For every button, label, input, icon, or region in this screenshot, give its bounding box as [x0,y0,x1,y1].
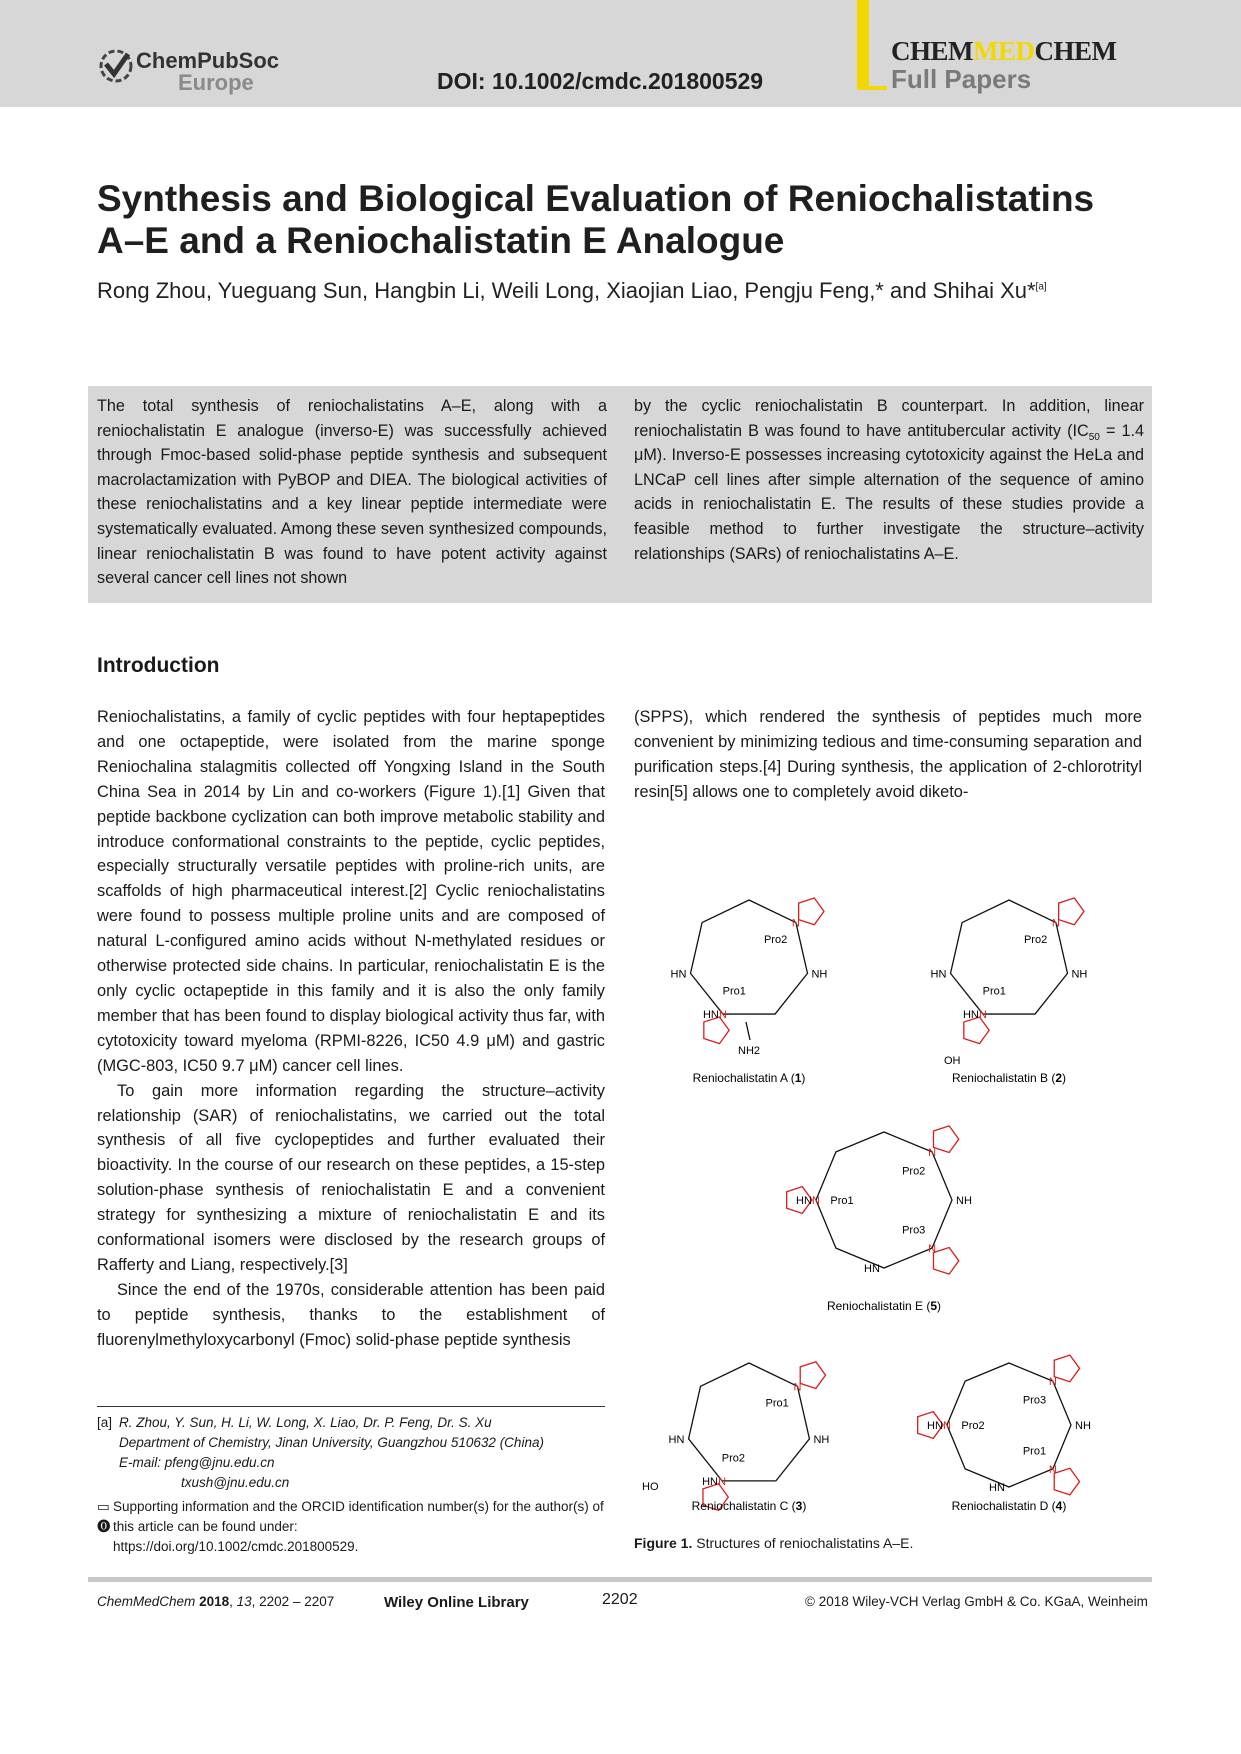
proline-label: Pro1 [982,985,1006,998]
proline-label: Pro3 [902,1224,926,1237]
proline-label: Pro1 [1022,1445,1047,1458]
paragraph: Reniochalistatins, a family of cyclic peptides with four heptapeptides and one octapeptide, were isolated from the marine sponge Reniochalina stalagmitis collected off Yongxing Island in the South China Sea in 2014 by Lin and co-workers (Figure 1).[1] Given that peptide backbone cyclization can both improve metabolic stability and introduce conformational constraints to the peptide, cyclic peptides, especially structurally versatile peptides with proline-rich units, are scaffolds of high pharmaceutical interest.[2] Cyclic reniochalistatins were found to possess multiple proline units and are composed of natural L-configured amino acids without N-methylated residues or otherwise protected side chains. In particular, reniochalistatin E is the only cyclic octapeptide in this family and it is also the only family member that has been found to display biological activity thus far, with cytotoxicity toward myeloma (RPMI-8226, IC50 4.9 μM) and gastric (MGC-803, IC50 9.7 μM) cancer cell lines. [97,708,605,1075]
atom-label: N [812,1195,820,1207]
compound-label: Reniochalistatin B (2) [951,1071,1067,1085]
doi-link[interactable]: https://doi.org/10.1002/cmdc.201800529. [113,1539,359,1554]
abstract-left: The total synthesis of reniochalistatins A–E, along with a reniochalistatin E analogue (inverso-E) was successfully achieved through Fmoc-based solid-phase peptide synthesis and subsequent macrolactamization with PyBOP and DIEA. The biological activities of these reniochalistatins and a key linear peptide intermediate were systematically evaluated. Among these seven synthesized compounds, linear reniochalistatin B was found to have potent activity against several cancer cell lines not shown [97,397,607,588]
paragraph: Since the end of the 1970s, considerable attention has been paid to peptide synthesis, thanks to the establishment of fluorenylmethyloxycarbonyl (Fmoc) solid-phase peptide synthesis [97,1280,605,1349]
affiliation-footnote: [a] R. Zhou, Y. Sun, H. Li, W. Long, X. Liao, Dr. P. Feng, Dr. S. Xu Department of Chemistry, Jinan University, Guangzhou 510632 (China) E-mail: pfeng@jnu.edu.cn txush@jnu.edu.cn ▭ ⓿ Supporting information and the ORCID identification number(s) for the author(s) of this article can be found under: https://doi.org/10.1002/cmdc.201800529. [97,1413,607,1557]
author-list: Rong Zhou, Yueguang Sun, Hangbin Li, Weili Long, Xiaojian Liao, Pengju Feng,* and Shihai Xu*[a] [97,278,1047,303]
journal-logo: CHEMMEDCHEM [891,36,1117,66]
atom-label: HN [668,1433,685,1446]
article-type: Full Papers [891,64,1032,94]
chempubsoc-logo-icon [98,46,138,90]
abstract-right: by the cyclic reniochalistatin B counterpart. In addition, linear reniochalistatin B was found to have antitubercular activity ($IC_{50} = 1.4$ μM). Inverso-E possesses increasing cytotoxicity against the HeLa and LNCaP cell lines after simple alternation of the sequence of amino acids in reniochalistatin E. The results of these studies provide a feasible method to further investigate the structure–activity relationships (SARs) of reniochalistatins A–E. [634,397,1145,563]
atom-label: N [943,1420,951,1432]
proline-ring [1054,1468,1079,1495]
compound-label: Reniochalistatin D (4) [951,1499,1067,1513]
right-column [634,705,1142,805]
publisher-region: Europe [178,70,254,95]
proline-label: Pro3 [1022,1394,1047,1407]
nh2-atom-label: NH2 [738,1045,761,1057]
proline-ring [933,1126,958,1153]
atom-label: HN [702,1475,718,1488]
atom-label: N [793,1381,802,1394]
proline-label: Pro1 [765,1397,789,1410]
atom-label: NH [956,1195,972,1207]
atom-label: N [1048,1376,1057,1389]
figure-caption: Figure 1. Structures of reniochalistatins A–E. [634,1535,914,1551]
ho-atom-label: HO [642,1481,659,1493]
paragraph: (SPPS), which rendered the synthesis of peptides much more convenient by minimizing tedious and time-consuming separation and purification steps.[4] During synthesis, the application of 2-chlorotrityl resin[5] allows one to completely avoid diketo- [634,708,1142,801]
footnote-divider [97,1406,605,1407]
atom-label: N [791,917,800,930]
accent-bar [857,0,869,90]
paragraph: To gain more information regarding the structure–activity relationship (SAR) of reniochalistatins, we carried out the total synthesis of all five cyclopeptides and further evaluated their bioactivity. In the course of our research on these peptides, a 15-step solution-phase synthesis of reniochalistatin E and a convenient strategy for synthesizing a mixture of reniochalistatin E and its conformational isomers were disclosed by the research groups of Rafferty and Liang, respectively.[3] [97,1081,605,1274]
atom-label: HN [930,968,947,981]
proline-ring [799,898,824,925]
atom-label: HN [864,1263,880,1275]
proline-ring [933,1247,958,1274]
section-heading: Introduction [97,654,220,677]
left-column [97,705,605,1353]
atom-label: NH [1071,968,1088,981]
atom-label: HN [962,1009,979,1022]
atom-label: N [928,1146,937,1159]
proline-ring [1054,1355,1079,1382]
peptide-ring [689,1363,810,1481]
oh-atom-label: OH [944,1055,961,1067]
peptide-ring [951,900,1068,1014]
accent-bar-foot [857,86,887,90]
proline-label: Pro2 [902,1165,926,1178]
compound-label: Reniochalistatin C (3) [691,1499,807,1513]
atom-label: N [1051,917,1060,930]
atom-label: N [928,1243,937,1256]
compound-label: Reniochalistatin A (1) [692,1071,806,1085]
publisher-name: ChemPubSoc [136,48,280,73]
copyright: © 2018 Wiley-VCH Verlag GmbH & Co. KGaA, Weinheim [805,1594,1148,1609]
figure-1-structures [634,850,1144,1530]
atom-label: NH [1075,1420,1091,1432]
atom-label: N [718,1009,727,1022]
atom-label: HN [989,1482,1005,1494]
proline-label: Pro2 [961,1420,985,1432]
supporting-info-icon: ▭ ⓿ [97,1499,111,1534]
atom-label: N [718,1475,727,1488]
atom-label: NH [813,1433,830,1446]
atom-label: HN [702,1009,719,1022]
compound-label: Reniochalistatin E (5) [826,1299,942,1313]
page-number: 2202 [602,1591,638,1608]
proline-ring [1059,898,1084,925]
proline-ring [800,1362,825,1389]
atom-label: NH [811,968,828,981]
atom-label: HN [796,1195,812,1207]
atom-label: HN [670,968,687,981]
article-title: Synthesis and Biological Evaluation of Reniochalistatins A–E and a Reniochalistatin E Analogue [97,178,1095,261]
proline-label: Pro1 [830,1195,854,1207]
proline-label: Pro2 [721,1452,746,1465]
proline-label: Pro1 [722,985,746,998]
proline-label: Pro2 [763,933,788,946]
wiley-library-link[interactable]: Wiley Online Library [384,1594,529,1611]
amide-bond [746,1022,750,1040]
atom-label: N [978,1009,987,1022]
doi: DOI: 10.1002/cmdc.201800529 [437,68,764,94]
atom-label: HN [927,1420,943,1432]
proline-label: Pro2 [1023,933,1048,946]
footer-divider [88,1577,1152,1582]
abstract [88,386,1152,603]
peptide-ring [691,900,808,1014]
atom-label: N [1048,1463,1057,1476]
citation: ChemMedChem 2018, 13, 2202 – 2207 [97,1594,335,1609]
